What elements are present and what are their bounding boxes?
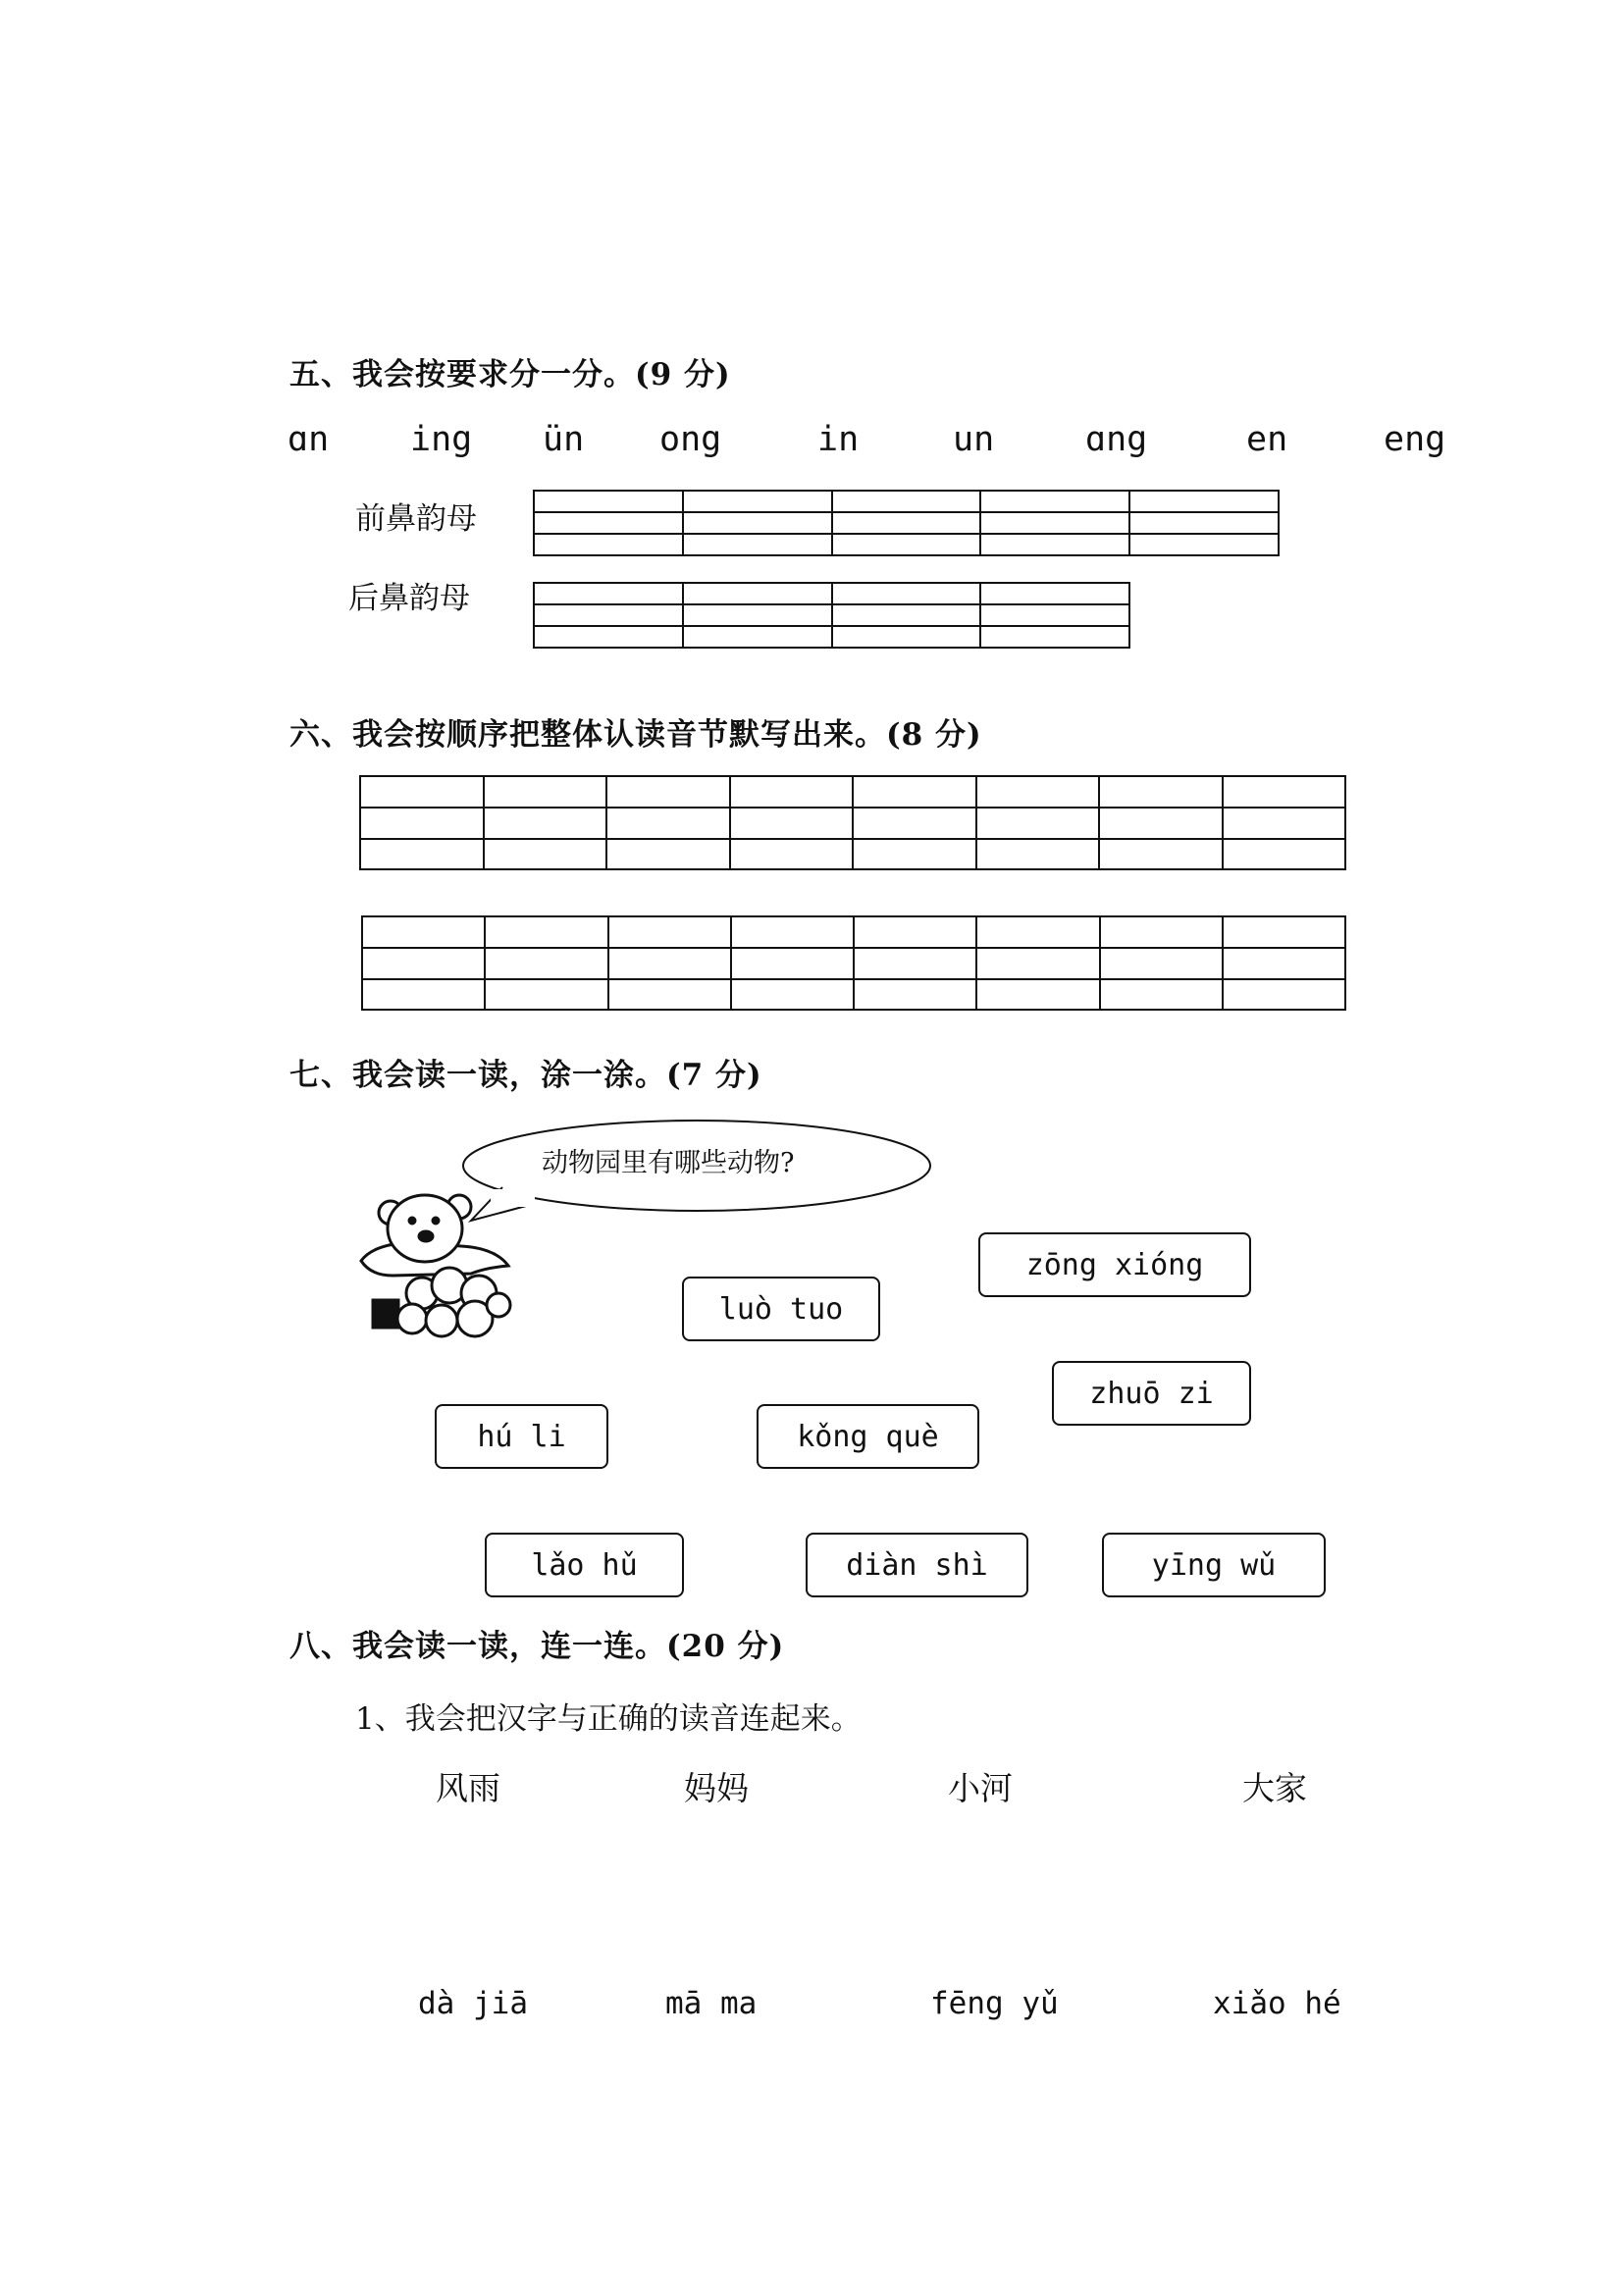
hanzi-item[interactable]: 妈妈 [684,1769,749,1807]
hanzi-item[interactable]: 小河 [948,1769,1013,1807]
section6-heading: 六、我会按顺序把整体认读音节默写出来。(8 分) [289,717,982,753]
pinyin-item[interactable]: dà jiā [418,1986,528,2021]
writing-cell[interactable] [1224,777,1345,868]
writing-cell[interactable] [486,917,608,1009]
final-item: ɑng [1085,420,1148,459]
finals-row [0,420,1624,469]
final-item: ün [543,420,585,459]
writing-cell[interactable] [731,777,855,868]
writing-cell[interactable] [607,777,731,868]
writing-cell[interactable] [684,584,833,647]
syllable-grid-1[interactable] [359,775,1346,870]
final-item: in [817,420,860,459]
writing-cell[interactable] [363,917,486,1009]
front-nasal-label: 前鼻韵母 [355,501,477,537]
pinyin-item[interactable]: mā ma [665,1986,758,2021]
section8-heading: 八、我会读一读，连一连。(20 分) [289,1629,785,1664]
final-item: ong [659,420,722,459]
final-item: ɑn [288,420,330,459]
pinyin-item[interactable]: fēng yǔ [930,1986,1059,2021]
writing-cell[interactable] [1224,917,1344,1009]
pinyin-card[interactable]: zhuō zi [1052,1361,1251,1426]
front-nasal-grid[interactable] [533,490,1280,556]
pinyin-card[interactable]: zōng xióng [978,1232,1251,1297]
speech-text: 动物园里有哪些动物? [542,1148,795,1178]
hanzi-item[interactable]: 风雨 [436,1769,500,1807]
syllable-grid-2[interactable] [361,915,1346,1011]
final-item: ing [410,420,473,459]
writing-cell[interactable] [981,584,1128,647]
writing-cell[interactable] [854,777,977,868]
section7-heading: 七、我会读一读，涂一涂。(7 分) [289,1058,762,1093]
writing-cell[interactable] [535,492,684,554]
pinyin-card[interactable]: lǎo hǔ [485,1533,684,1597]
pinyin-card[interactable]: diàn shì [806,1533,1028,1597]
writing-cell[interactable] [977,917,1100,1009]
pinyin-card[interactable]: kǒng què [757,1404,979,1469]
pinyin-card[interactable]: hú li [435,1404,608,1469]
subquestion-1: 1、我会把汉字与正确的读音连起来。 [355,1701,862,1737]
final-item: eng [1384,420,1446,459]
writing-cell[interactable] [485,777,608,868]
pinyin-item[interactable]: xiǎo hé [1213,1986,1341,2021]
hanzi-item[interactable]: 大家 [1242,1769,1307,1807]
writing-cell[interactable] [361,777,485,868]
pinyin-card[interactable]: yīng wǔ [1102,1533,1326,1597]
writing-cell[interactable] [1101,917,1224,1009]
pinyin-card[interactable]: luò tuo [682,1277,880,1341]
writing-cell[interactable] [535,584,684,647]
writing-cell[interactable] [833,584,982,647]
writing-cell[interactable] [609,917,732,1009]
writing-cell[interactable] [855,917,977,1009]
final-item: un [953,420,995,459]
writing-cell[interactable] [1130,492,1278,554]
back-nasal-label: 后鼻韵母 [348,581,470,616]
final-item: en [1246,420,1288,459]
writing-cell[interactable] [833,492,982,554]
writing-cell[interactable] [1100,777,1224,868]
writing-cell[interactable] [684,492,833,554]
writing-cell[interactable] [981,492,1130,554]
writing-cell[interactable] [977,777,1101,868]
section5-heading: 五、我会按要求分一分。(9 分) [289,357,731,392]
back-nasal-grid[interactable] [533,582,1130,649]
writing-cell[interactable] [732,917,855,1009]
